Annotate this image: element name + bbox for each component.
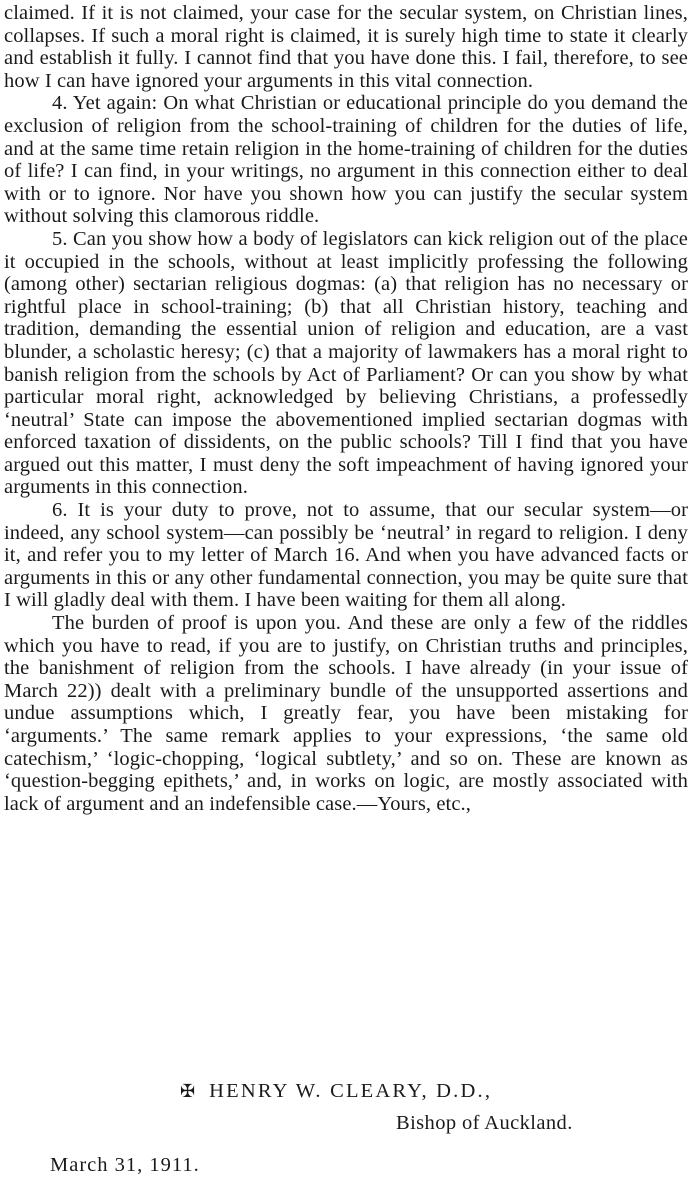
signer-name: HENRY W. CLEARY, D.D., xyxy=(209,1080,493,1102)
signature-block xyxy=(0,1080,690,1198)
paragraph-point-6: 6. It is your duty to prove, not to assume, that our secular system—or indeed, any school system—can possibly be ‘neutral’ in regard to religion. I deny it, and refer you to my letter of March 16. And when you have advanced facts or arguments in this or any other fundamental connection, you may be quite sure that I will gladly deal with them. I have been waiting for them all along. xyxy=(4,499,688,612)
signer-line xyxy=(180,1080,492,1103)
paragraph-continuation: claimed. If it is not claimed, your case for the secular system, on Christian lines, collapses. If such a moral right is claimed, it is surely high time to state it clearly and establish it fully. I cannot find that you have done this. I fail, therefore, to see how I can have ignored your arguments in this vital connection. xyxy=(4,2,688,92)
cross-icon: ✠ xyxy=(180,1081,196,1101)
paragraph-point-5: 5. Can you show how a body of legislators can kick religion out of the place it occupied in the schools, without at least implicitly professing the following (among other) sectarian religious dogmas: (a) that religion has no necessary or rightful place in school-training; (b) that all Christian history, teaching and tradition, demanding the essential union of religion and education, are a vast blunder, a scholastic heresy; (c) that a majority of lawmakers has a moral right to banish religion from the schools by Act of Parliament? Or can you show by what particular moral right, acknowledged by believing Christians, a professedly ‘neutral’ State can impose the abovementioned implied sectarian dogmas with enforced taxation of dissidents, on the public schools? Till I find that you have argued out this matter, I must deny the soft impeachment of having ignored your arguments in this connection. xyxy=(4,227,688,499)
paragraph-point-4: 4. Yet again: On what Christian or educational principle do you demand the exclusion of religion from the school-training of children for the duties of life, and at the same time retain religion in the home-training of children for the duties of life? I can find, in your writings, no argument in this connection either to deal with or to ignore. Nor have you shown how you can justify the secular system without solving this clamorous riddle. xyxy=(4,92,688,228)
letter-date: March 31, 1911. xyxy=(50,1154,200,1176)
signer-title: Bishop of Auckland. xyxy=(396,1112,573,1134)
paragraph-burden-of-proof: The burden of proof is upon you. And these are only a few of the riddles which you have to read, if you are to justify, on Christian truths and principles, the banishment of religion from the schools. I have already (in your issue of March 22)) dealt with a preliminary bundle of the unsupported assertions and undue assumptions which, I greatly fear, you have been mistaking for ‘arguments.’ The same remark applies to your expressions, ‘the same old catechism,’ ‘logic-chopping, ‘logical subtlety,’ and so on. These are known as ‘question-begging epithets,’ and, in works on logic, are mostly associated with lack of argument and an indefensible case.—Yours, etc., xyxy=(4,612,688,815)
